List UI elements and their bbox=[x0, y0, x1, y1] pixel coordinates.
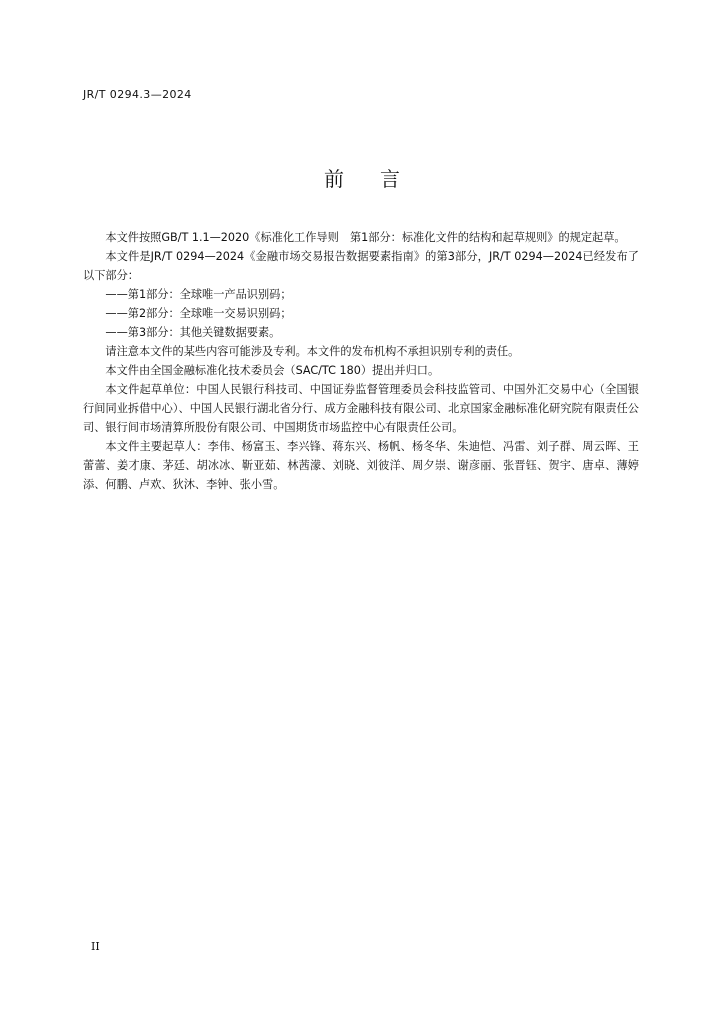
paragraph-drafting-rules: 本文件按照GB/T 1.1—2020《标准化工作导则 第1部分：标准化文件的结构和起草规则》的规定起草。 bbox=[105, 231, 626, 244]
paragraph-drafters: 本文件主要起草人：李伟、杨富玉、李兴锋、蒋东兴、杨帆、杨冬华、朱迪恺、冯雷、刘子群、周云晖、王蕾蕾、姜才康、茅廷、胡冰冰、靳亚茹、林茜濛、刘晓、刘彼洋、周夕崇、谢彦丽、张晋钰、贺宇、唐卓、薄婷添、何鹏、卢欢、狄沐、李钟、张小雪。 bbox=[83, 440, 639, 491]
standard-code-header: JR/T 0294.3—2024 bbox=[83, 88, 192, 101]
page-number: II bbox=[91, 940, 100, 953]
list-item: ——第2部分：全球唯一交易识别码； bbox=[105, 307, 292, 320]
paragraph-part-info: 本文件是JR/T 0294—2024《金融市场交易报告数据要素指南》的第3部分，JR/T 0294—2024已经发布了以下部分： bbox=[83, 250, 639, 282]
title-char-2: 言 bbox=[380, 167, 400, 191]
foreword-body bbox=[83, 228, 639, 494]
list-item: ——第1部分：全球唯一产品识别码； bbox=[105, 288, 292, 301]
list-item: ——第3部分：其他关键数据要素。 bbox=[105, 326, 281, 339]
page-title bbox=[0, 163, 724, 192]
paragraph-proposer: 本文件由全国金融标准化技术委员会（SAC/TC 180）提出并归口。 bbox=[105, 364, 440, 377]
title-char-1: 前 bbox=[324, 167, 344, 191]
paragraph-drafting-units: 本文件起草单位：中国人民银行科技司、中国证券监督管理委员会科技监管司、中国外汇交易中心（全国银行间同业拆借中心）、中国人民银行湖北省分行、成方金融科技有限公司、北京国家金融标准化研究院有限责任公司、银行间市场清算所股份有限公司、中国期货市场监控中心有限责任公司。 bbox=[83, 383, 639, 434]
paragraph-patent-notice: 请注意本文件的某些内容可能涉及专利。本文件的发布机构不承担识别专利的责任。 bbox=[105, 345, 520, 358]
